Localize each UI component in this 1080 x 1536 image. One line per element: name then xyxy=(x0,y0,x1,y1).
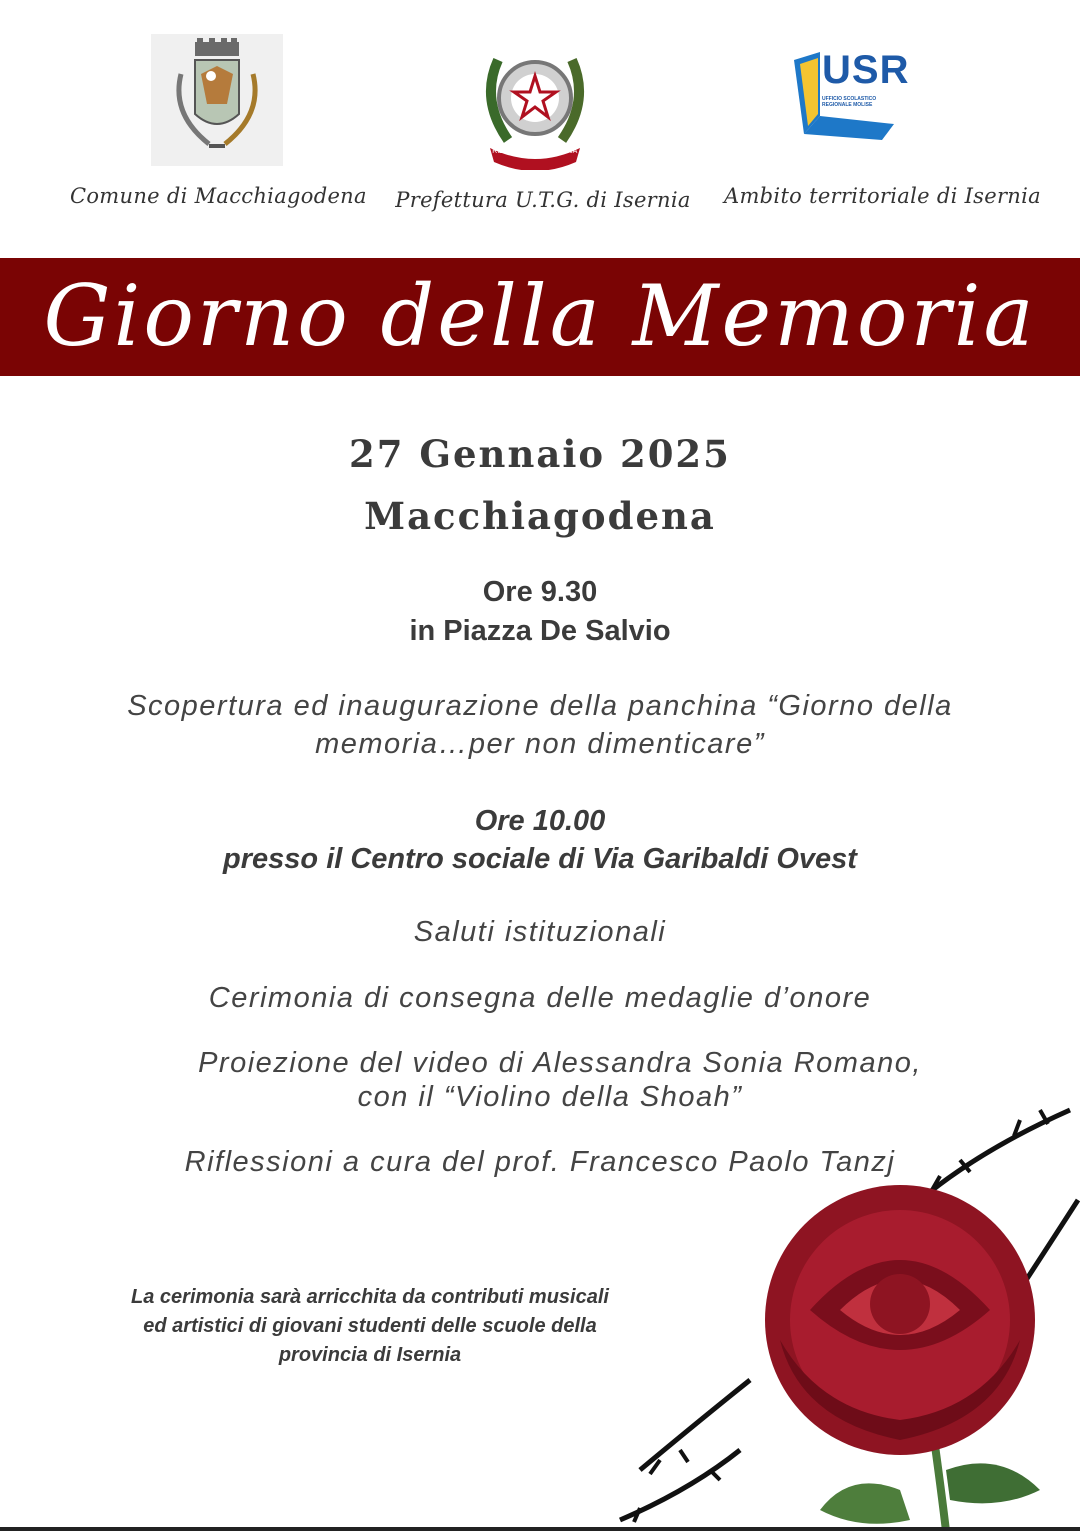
emblem-text: REPVBBLICA ITALIANA xyxy=(492,148,578,155)
first-description-line-2: memoria…per non dimenticare” xyxy=(315,728,765,760)
second-time: Ore 10.00 xyxy=(474,805,606,837)
comune-crest-icon xyxy=(151,34,283,166)
program-item: Cerimonia di consegna delle medaglie d’onore xyxy=(208,982,872,1014)
bottom-border xyxy=(0,1527,1080,1531)
first-time: Ore 9.30 xyxy=(482,576,598,608)
usr-logo-sub: UFFICIO SCOLASTICO REGIONALE MOLISE xyxy=(822,96,877,108)
comune-caption: Comune di Macchiagodena xyxy=(70,184,367,208)
repubblica-emblem-icon xyxy=(478,40,592,170)
first-description-line-1: Scopertura ed inaugurazione della panchina “Giorno della xyxy=(127,690,953,722)
closing-note xyxy=(60,1283,680,1370)
usr-logo-text: USR xyxy=(822,48,910,92)
rose-barbed-wire-icon xyxy=(600,1090,1080,1531)
program-item: Riflessioni a cura del prof. Francesco Paolo Tanzj xyxy=(184,1146,896,1178)
program-item: Saluti istituzionali xyxy=(413,916,667,948)
event-date: 27 Gennaio 2025 xyxy=(349,432,731,476)
page-title: Giorno della Memoria xyxy=(43,267,1037,365)
prefettura-caption: Prefettura U.T.G. di Isernia xyxy=(395,188,691,212)
first-location: in Piazza De Salvio xyxy=(409,615,671,647)
usr-logo-icon xyxy=(790,44,910,144)
program-item: Proiezione del video di Alessandra Sonia Romano, xyxy=(198,1047,922,1079)
note-line: provincia di Isernia xyxy=(278,1344,462,1366)
second-location: presso il Centro sociale di Via Garibaldi Ovest xyxy=(223,843,857,875)
note-line: La cerimonia sarà arricchita da contributi musicali xyxy=(131,1286,609,1308)
ambito-caption: Ambito territoriale di Isernia xyxy=(724,184,1041,208)
program-item: con il “Violino della Shoah” xyxy=(357,1081,743,1113)
note-line: ed artistici di giovani studenti delle scuole della xyxy=(143,1315,597,1337)
title-banner xyxy=(0,258,1080,376)
event-place: Macchiagodena xyxy=(364,494,716,538)
